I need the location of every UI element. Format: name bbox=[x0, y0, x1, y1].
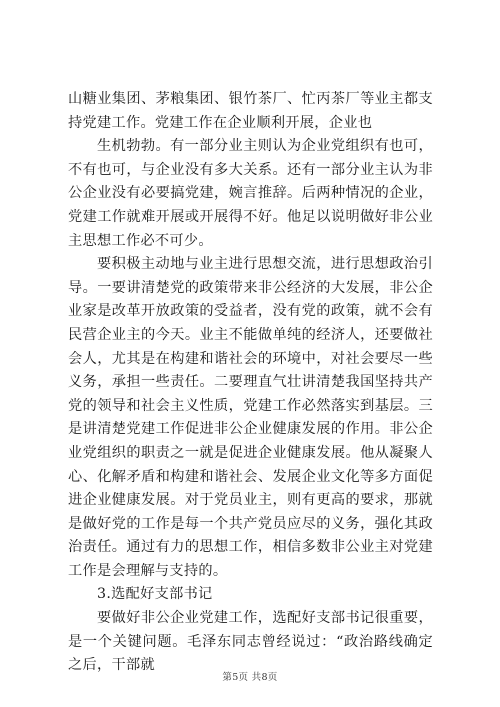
paragraph-3: 要积极主动地与业主进行思想交流，进行思想政治引导。一要讲清楚党的政策带来非公经济的大发展，非公企业家是改革开放政策的受益者，没有党的政策，就不会有民营企业主的今天。业主不能做单纯的经济人，还要做社会人，尤其是在构建和谐社会的环境中，对社会要尽一些义务，承担一些责任。二要理直气壮讲清楚我国坚持共产党的领导和社会主义性质，党建工作必然落实到基层。三是讲清楚党建工作促进非公企业健康发展的作用。非公企业党组织的职责之一就是促进企业健康发展。他从凝聚人心、化解矛盾和构建和谐社会、发展企业文化等多方面促进企业健康发展。对于党员业主，则有更高的要求，那就是做好党的工作是每一个共产党员应尽的义务，强化其政治责任。通过有力的思想工作，相信多数非公业主对党建工作是会理解与支持的。 bbox=[68, 256, 433, 579]
paragraph-1: 山糖业集团、茅粮集团、银竹茶厂、忙丙茶厂等业主都支持党建工作。党建工作在企业顺利开展，企业也 bbox=[68, 91, 433, 131]
page-footer bbox=[0, 669, 500, 683]
paragraph-4: 要做好非公企业党建工作，选配好支部书记很重要，是一个关键问题。毛泽东同志曾经说过：“政治路线确定之后，干部就 bbox=[68, 610, 433, 674]
page-number: 第5页 共8页 bbox=[222, 672, 278, 683]
document-body bbox=[68, 88, 433, 678]
paragraph-2: 生机勃勃。有一部分业主则认为企业党组织有也可，不有也可，与企业没有多大关系。还有一部分业主认为非公企业没有必要搞党建，婉言推辞。后两种情况的企业，党建工作就难开展或开展得不好。他足以说明做好非公业主思想工作必不可少。 bbox=[68, 138, 433, 249]
section-heading: 3.选配好支部书记 bbox=[97, 586, 213, 603]
